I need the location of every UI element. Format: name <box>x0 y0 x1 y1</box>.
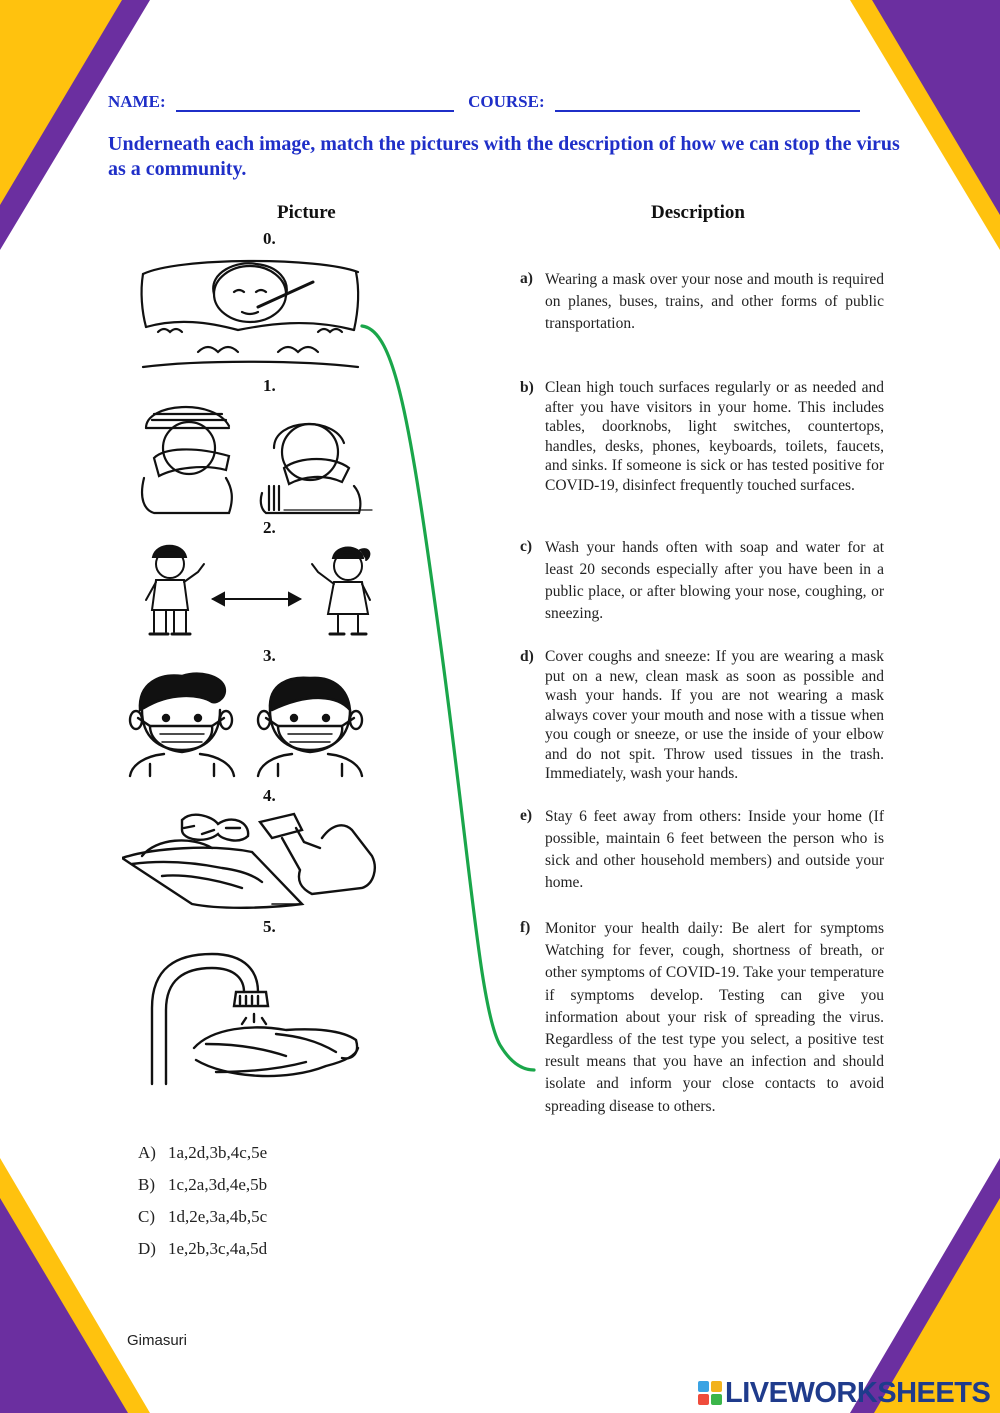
picture-column-heading: Picture <box>277 202 336 223</box>
description-text: Wearing a mask over your nose and mouth is required on planes, buses, trains, and other forms of public transportation. <box>545 271 884 332</box>
answer-option-d[interactable] <box>138 1238 267 1270</box>
description-text: Stay 6 feet away from others: Inside your home (If possible, maintain 6 feet between the person who is sick and other household members) and outside your home. <box>545 808 884 891</box>
description-letter: e) <box>520 807 533 824</box>
description-a <box>520 269 884 335</box>
corner-decoration-top-left <box>0 0 150 250</box>
picture-number-1: 1. <box>263 376 276 395</box>
corner-decoration-bottom-right <box>850 1158 1000 1413</box>
sick-in-bed-icon <box>138 252 363 372</box>
corner-decoration-top-right <box>850 0 1000 250</box>
option-text: 1d,2e,3a,4b,5c <box>168 1207 268 1226</box>
disinfect-surfaces-icon <box>122 808 384 916</box>
description-letter: b) <box>520 379 534 396</box>
picture-number-5: 5. <box>263 917 276 936</box>
name-label: NAME: <box>108 92 166 111</box>
picture-number-3: 3. <box>263 646 276 665</box>
social-distance-icon <box>138 542 383 642</box>
answer-option-a[interactable] <box>138 1142 267 1174</box>
description-d <box>520 647 884 784</box>
description-letter: c) <box>520 538 533 555</box>
option-letter: C) <box>138 1207 155 1226</box>
description-letter: f) <box>520 919 531 936</box>
course-field[interactable] <box>555 94 860 112</box>
course-label: COURSE: <box>468 92 545 111</box>
picture-number-2: 2. <box>263 518 276 537</box>
picture-number-0: 0. <box>263 229 276 248</box>
wearing-masks-icon <box>120 668 370 780</box>
brand-name: LIVEWORKSHEETS <box>725 1376 991 1409</box>
liveworksheets-logo-icon <box>698 1381 722 1405</box>
description-text: Clean high touch surfaces regularly or as needed and after you have visitors in your home. This includes tables, doorknobs, light switches, countertops, handles, desks, phones, keyboards, toilets, faucets, and sinks. If someone is sick or has tested positive for COVID-19, disinfect frequently touched surfaces. <box>545 379 884 494</box>
liveworksheets-brand[interactable] <box>698 1376 990 1410</box>
corner-decoration-bottom-left <box>0 1158 150 1413</box>
option-text: 1e,2b,3c,4a,5d <box>168 1239 268 1258</box>
description-letter: a) <box>520 270 533 287</box>
option-letter: A) <box>138 1143 156 1162</box>
answer-option-b[interactable] <box>138 1174 267 1206</box>
option-letter: B) <box>138 1175 155 1194</box>
student-info-row <box>108 92 860 112</box>
picture-number-4: 4. <box>263 786 276 805</box>
description-text: Cover coughs and sneeze: If you are wearing a mask put on a new, clean mask as soon as possible and wash your hands. If you are not wearing a mask always cover your mouth and nose with a tissue when you cough or sneeze, or use the inside of your elbow and do not spit. Throw used tissues in the trash. Immediately, wash your hands. <box>545 648 884 782</box>
name-field[interactable] <box>176 94 454 112</box>
author-credit: Gimasuri <box>127 1332 188 1349</box>
description-text: Wash your hands often with soap and water for at least 20 seconds especially after you have been in a public place, or after blowing your nose, coughing, or sneezing. <box>545 539 884 622</box>
instructions: Underneath each image, match the pictures with the description of how we can stop the virus as a community. <box>108 133 900 180</box>
description-letter: d) <box>520 648 534 665</box>
description-f <box>520 918 884 1118</box>
cough-into-elbow-icon <box>134 398 379 516</box>
option-text: 1a,2d,3b,4c,5e <box>168 1143 268 1162</box>
answer-options <box>138 1142 267 1270</box>
description-e <box>520 806 884 894</box>
description-text: Monitor your health daily: Be alert for symptoms Watching for fever, cough, shortness of breath, or other symptoms of COVID-19. Take your temperature if symptoms develop. Testing can give you information about your risk of spreading the virus. Regardless of the test type you select, a positive test result means that you have an infection and should isolate and inform your close contacts to avoid spreading disease to others. <box>545 920 884 1115</box>
option-letter: D) <box>138 1239 156 1258</box>
description-column-heading: Description <box>651 202 745 223</box>
answer-option-c[interactable] <box>138 1206 267 1238</box>
description-b <box>520 378 884 495</box>
hand-washing-icon <box>146 948 368 1090</box>
description-c <box>520 537 884 625</box>
option-text: 1c,2a,3d,4e,5b <box>168 1175 268 1194</box>
